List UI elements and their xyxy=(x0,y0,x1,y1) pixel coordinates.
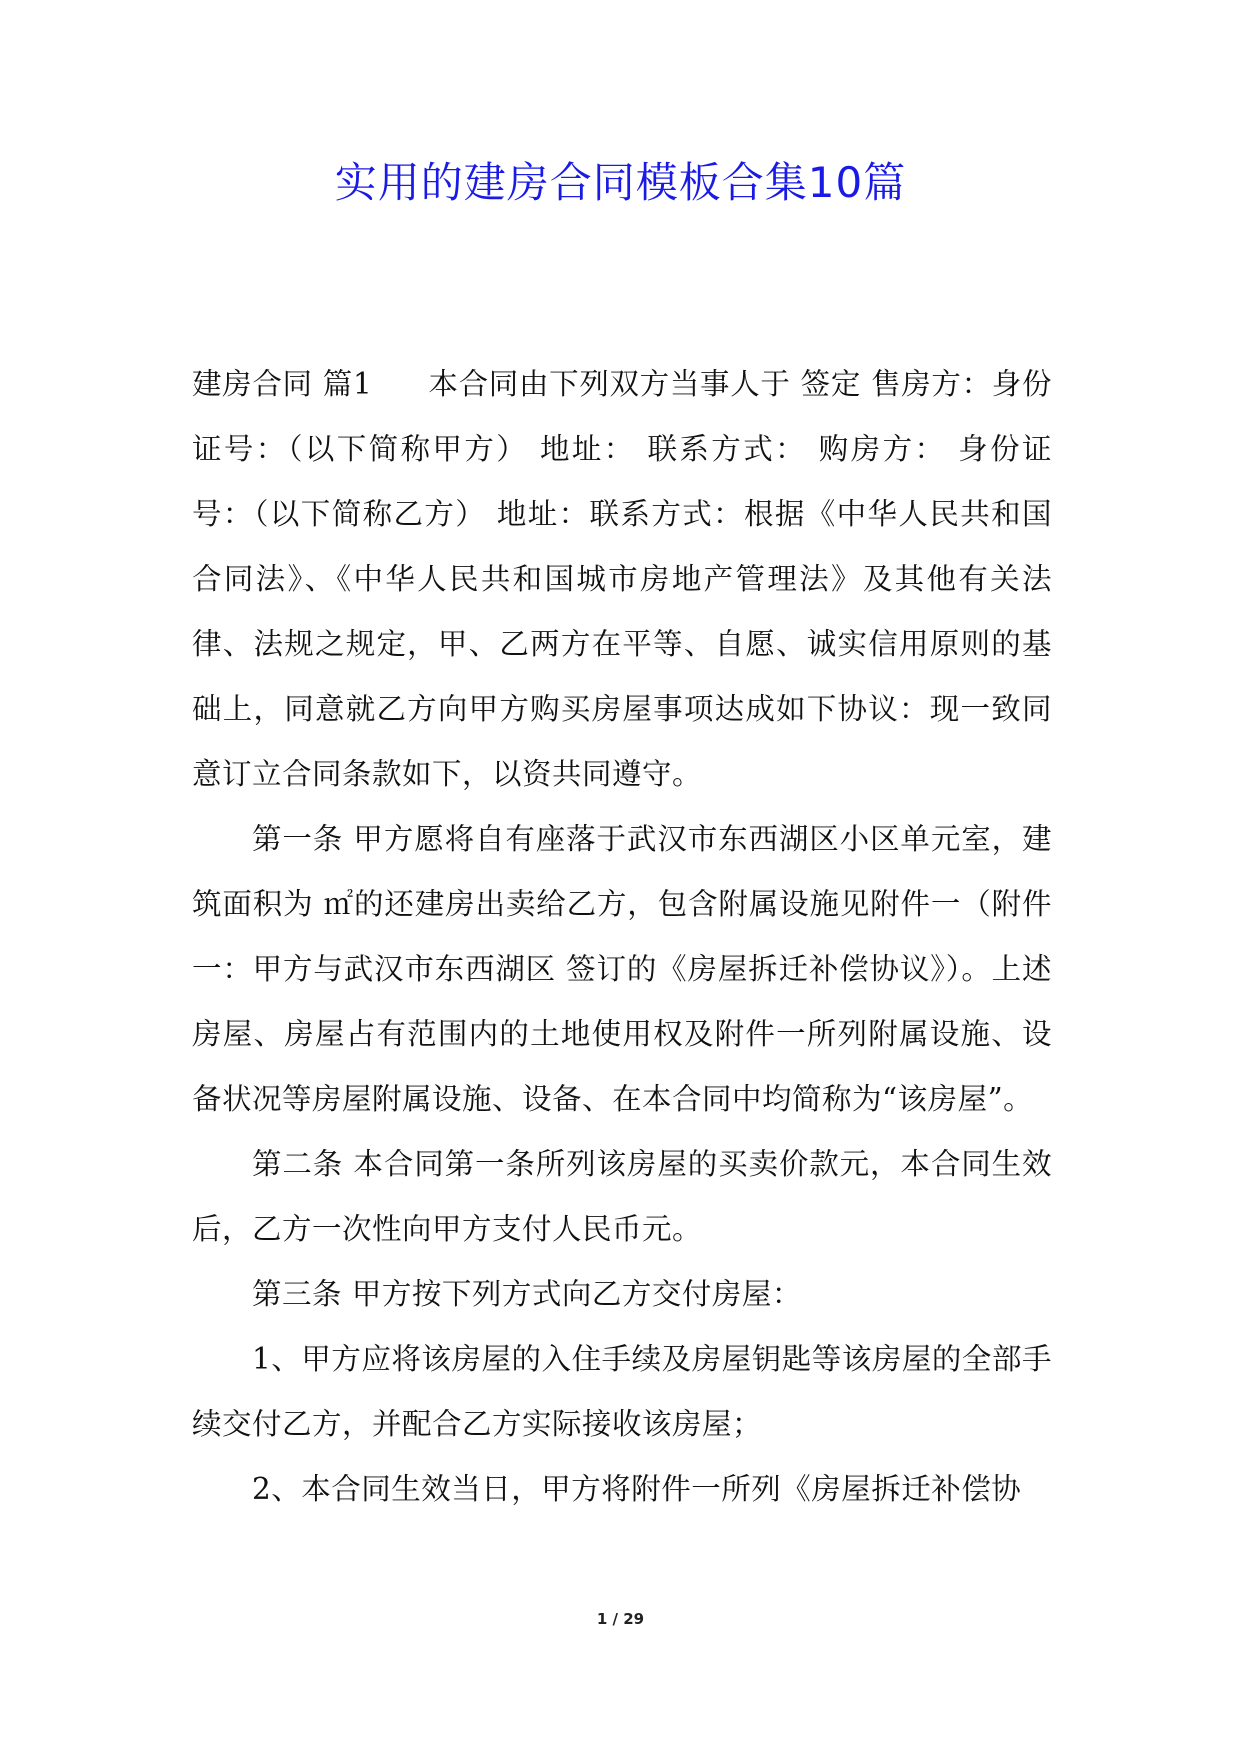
document-body xyxy=(192,352,1052,1522)
section-heading: 建房合同 篇1 xyxy=(192,367,373,401)
intro-paragraph xyxy=(192,352,1052,807)
paragraph-text: 本合同由下列双方当事人于 签定 售房方：身份证号：（以下简称甲方） 地址： 联系方式： 购房方： 身份证号：（以下简称乙方） 地址：联系方式：根据《中华人民共和国合同法》、《中华人民共和国城市房地产管理法》及其他有关法律、法规之规定，甲、乙两方在平等、自愿、诚实信用原则的基础上，同意就乙方向甲方购买房屋事项达成如下协议：现一致同意订立合同条款如下，以资共同遵守。 xyxy=(192,367,1052,791)
clause-paragraph: 第二条 本合同第一条所列该房屋的买卖价款元，本合同生效后，乙方一次性向甲方支付人民币元。 xyxy=(192,1147,1052,1246)
list-item-paragraph: 1、甲方应将该房屋的入住手续及房屋钥匙等该房屋的全部手续交付乙方，并配合乙方实际接收该房屋； xyxy=(192,1342,1052,1441)
list-item-paragraph: 2、本合同生效当日，甲方将附件一所列《房屋拆迁补偿协 xyxy=(252,1472,1022,1506)
clause-paragraph: 第一条 甲方愿将自有座落于武汉市东西湖区小区单元室，建筑面积为 ㎡的还建房出卖给乙方，包含附属设施见附件一（附件一：甲方与武汉市东西湖区 签订的《房屋拆迁补偿协议》）。上述房屋、房屋占有范围内的土地使用权及附件一所列附属设施、设备状况等房屋附属设施、设备、在本合同中均简称为“该房屋”。 xyxy=(192,822,1052,1116)
document-title: 实用的建房合同模板合集10篇 xyxy=(334,158,907,207)
page-number: 1 / 29 xyxy=(596,1610,645,1628)
clause-paragraph: 第三条 甲方按下列方式向乙方交付房屋： xyxy=(252,1277,802,1311)
